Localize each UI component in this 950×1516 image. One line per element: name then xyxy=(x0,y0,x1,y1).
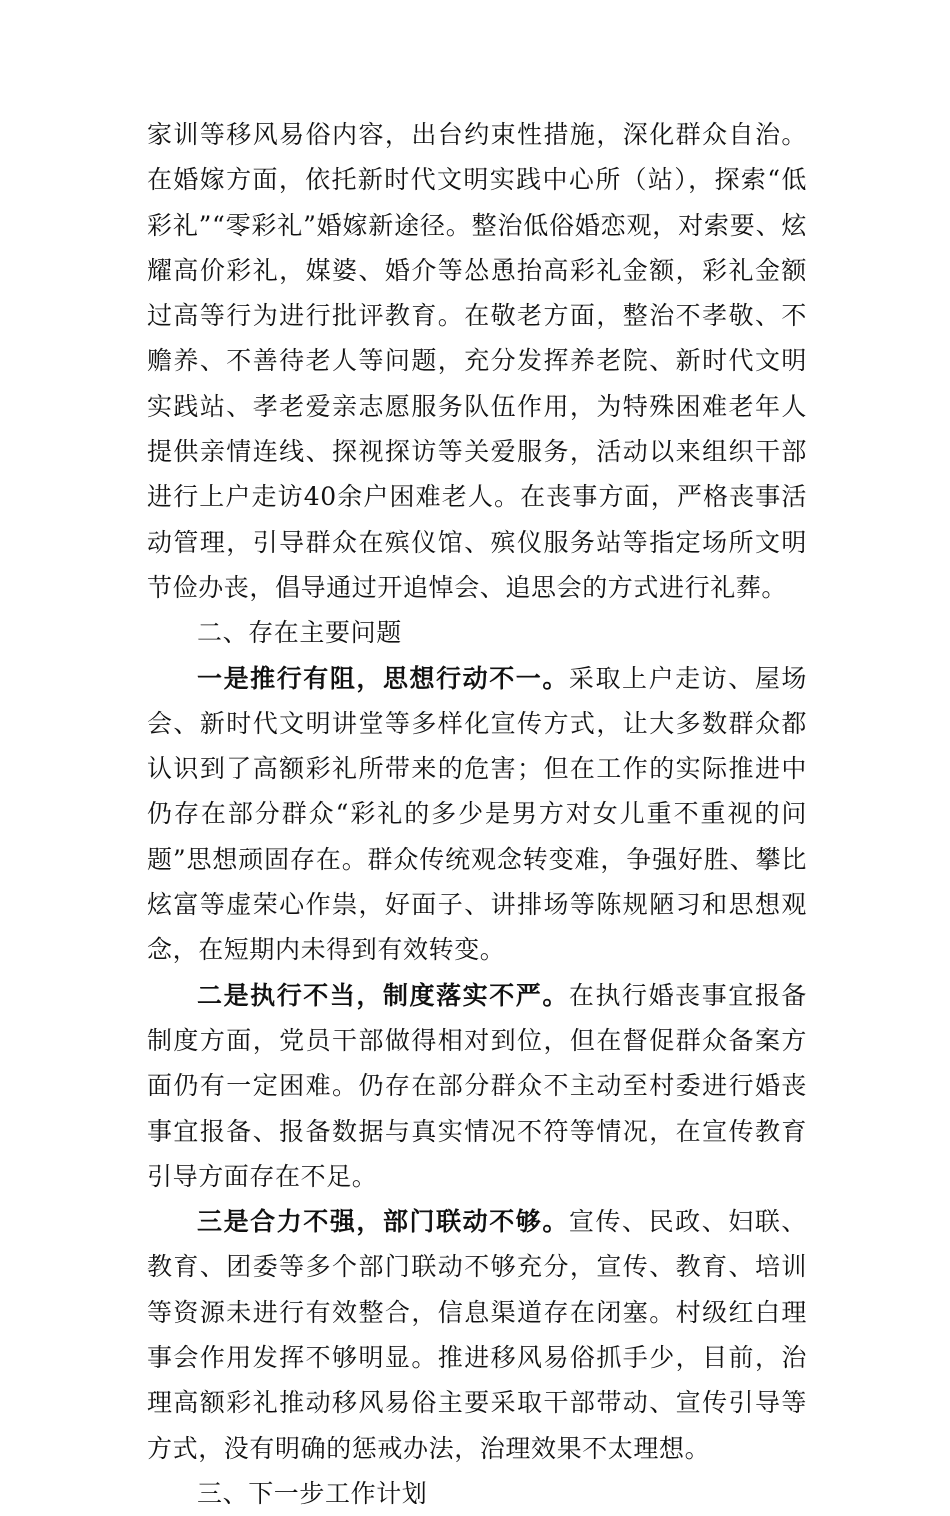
section-heading-problems: 二、存在主要问题 xyxy=(197,618,402,648)
paragraph-lead: 二是执行不当，制度落实不严。 xyxy=(197,980,569,1010)
paragraph-lead: 一是推行有阻，思想行动不一。 xyxy=(197,663,569,693)
paragraph-body: 在执行婚丧事宜报备制度方面，党员干部做得相对到位，但在督促群众备案方面仍有一定困难。仍存在部分群众不主动至村委进行婚丧事宜报备、报备数据与真实情况不符等情况，在宣传教育引导方面存在不足。 xyxy=(147,980,807,1191)
paragraph-body: 宣传、民政、妇联、教育、团委等多个部门联动不够充分，宣传、教育、培训等资源未进行有效整合，信息渠道存在闭塞。村级红白理事会作用发挥不够明显。推进移风易俗抓手少，目前，治理高额彩礼推动移风易俗主要采取干部带动、宣传引导等方式，没有明确的惩戒办法，治理效果不太理想。 xyxy=(147,1207,807,1463)
paragraph-problem-1 xyxy=(147,656,807,973)
paragraph-problem-2 xyxy=(147,973,807,1199)
paragraph-continuation: 家训等移风易俗内容，出台约束性措施，深化群众自治。在婚嫁方面，依托新时代文明实践中心所（站），探索“低彩礼”“零彩礼”婚嫁新途径。整治低俗婚恋观，对索要、炫耀高价彩礼，媒婆、婚介等怂恿抬高彩礼金额，彩礼金额过高等行为进行批评教育。在敬老方面，整治不孝敬、不赡养、不善待老人等问题，充分发挥养老院、新时代文明实践站、孝老爱亲志愿服务队伍作用，为特殊困难老年人提供亲情连线、探视探访等关爱服务，活动以来组织干部进行上户走访40余户困难老人。在丧事方面，严格丧事活动管理，引导群众在殡仪馆、殡仪服务站等指定场所文明节俭办丧，倡导通过开追悼会、追思会的方式进行礼葬。 xyxy=(147,120,807,602)
paragraph-problem-3 xyxy=(147,1199,807,1471)
section-heading-next-steps: 三、下一步工作计划 xyxy=(197,1478,428,1508)
paragraph-lead: 三是合力不强，部门联动不够。 xyxy=(197,1207,569,1237)
paragraph-body: 采取上户走访、屋场会、新时代文明讲堂等多样化宣传方式，让大多数群众都认识到了高额彩礼所带来的危害；但在工作的实际推进中仍存在部分群众“彩礼的多少是男方对女儿重不重视的问题”思想顽固存在。群众传统观念转变难，争强好胜、攀比炫富等虚荣心作祟，好面子、讲排场等陈规陋习和思想观念，在短期内未得到有效转变。 xyxy=(147,663,807,965)
document-body xyxy=(147,112,807,1516)
